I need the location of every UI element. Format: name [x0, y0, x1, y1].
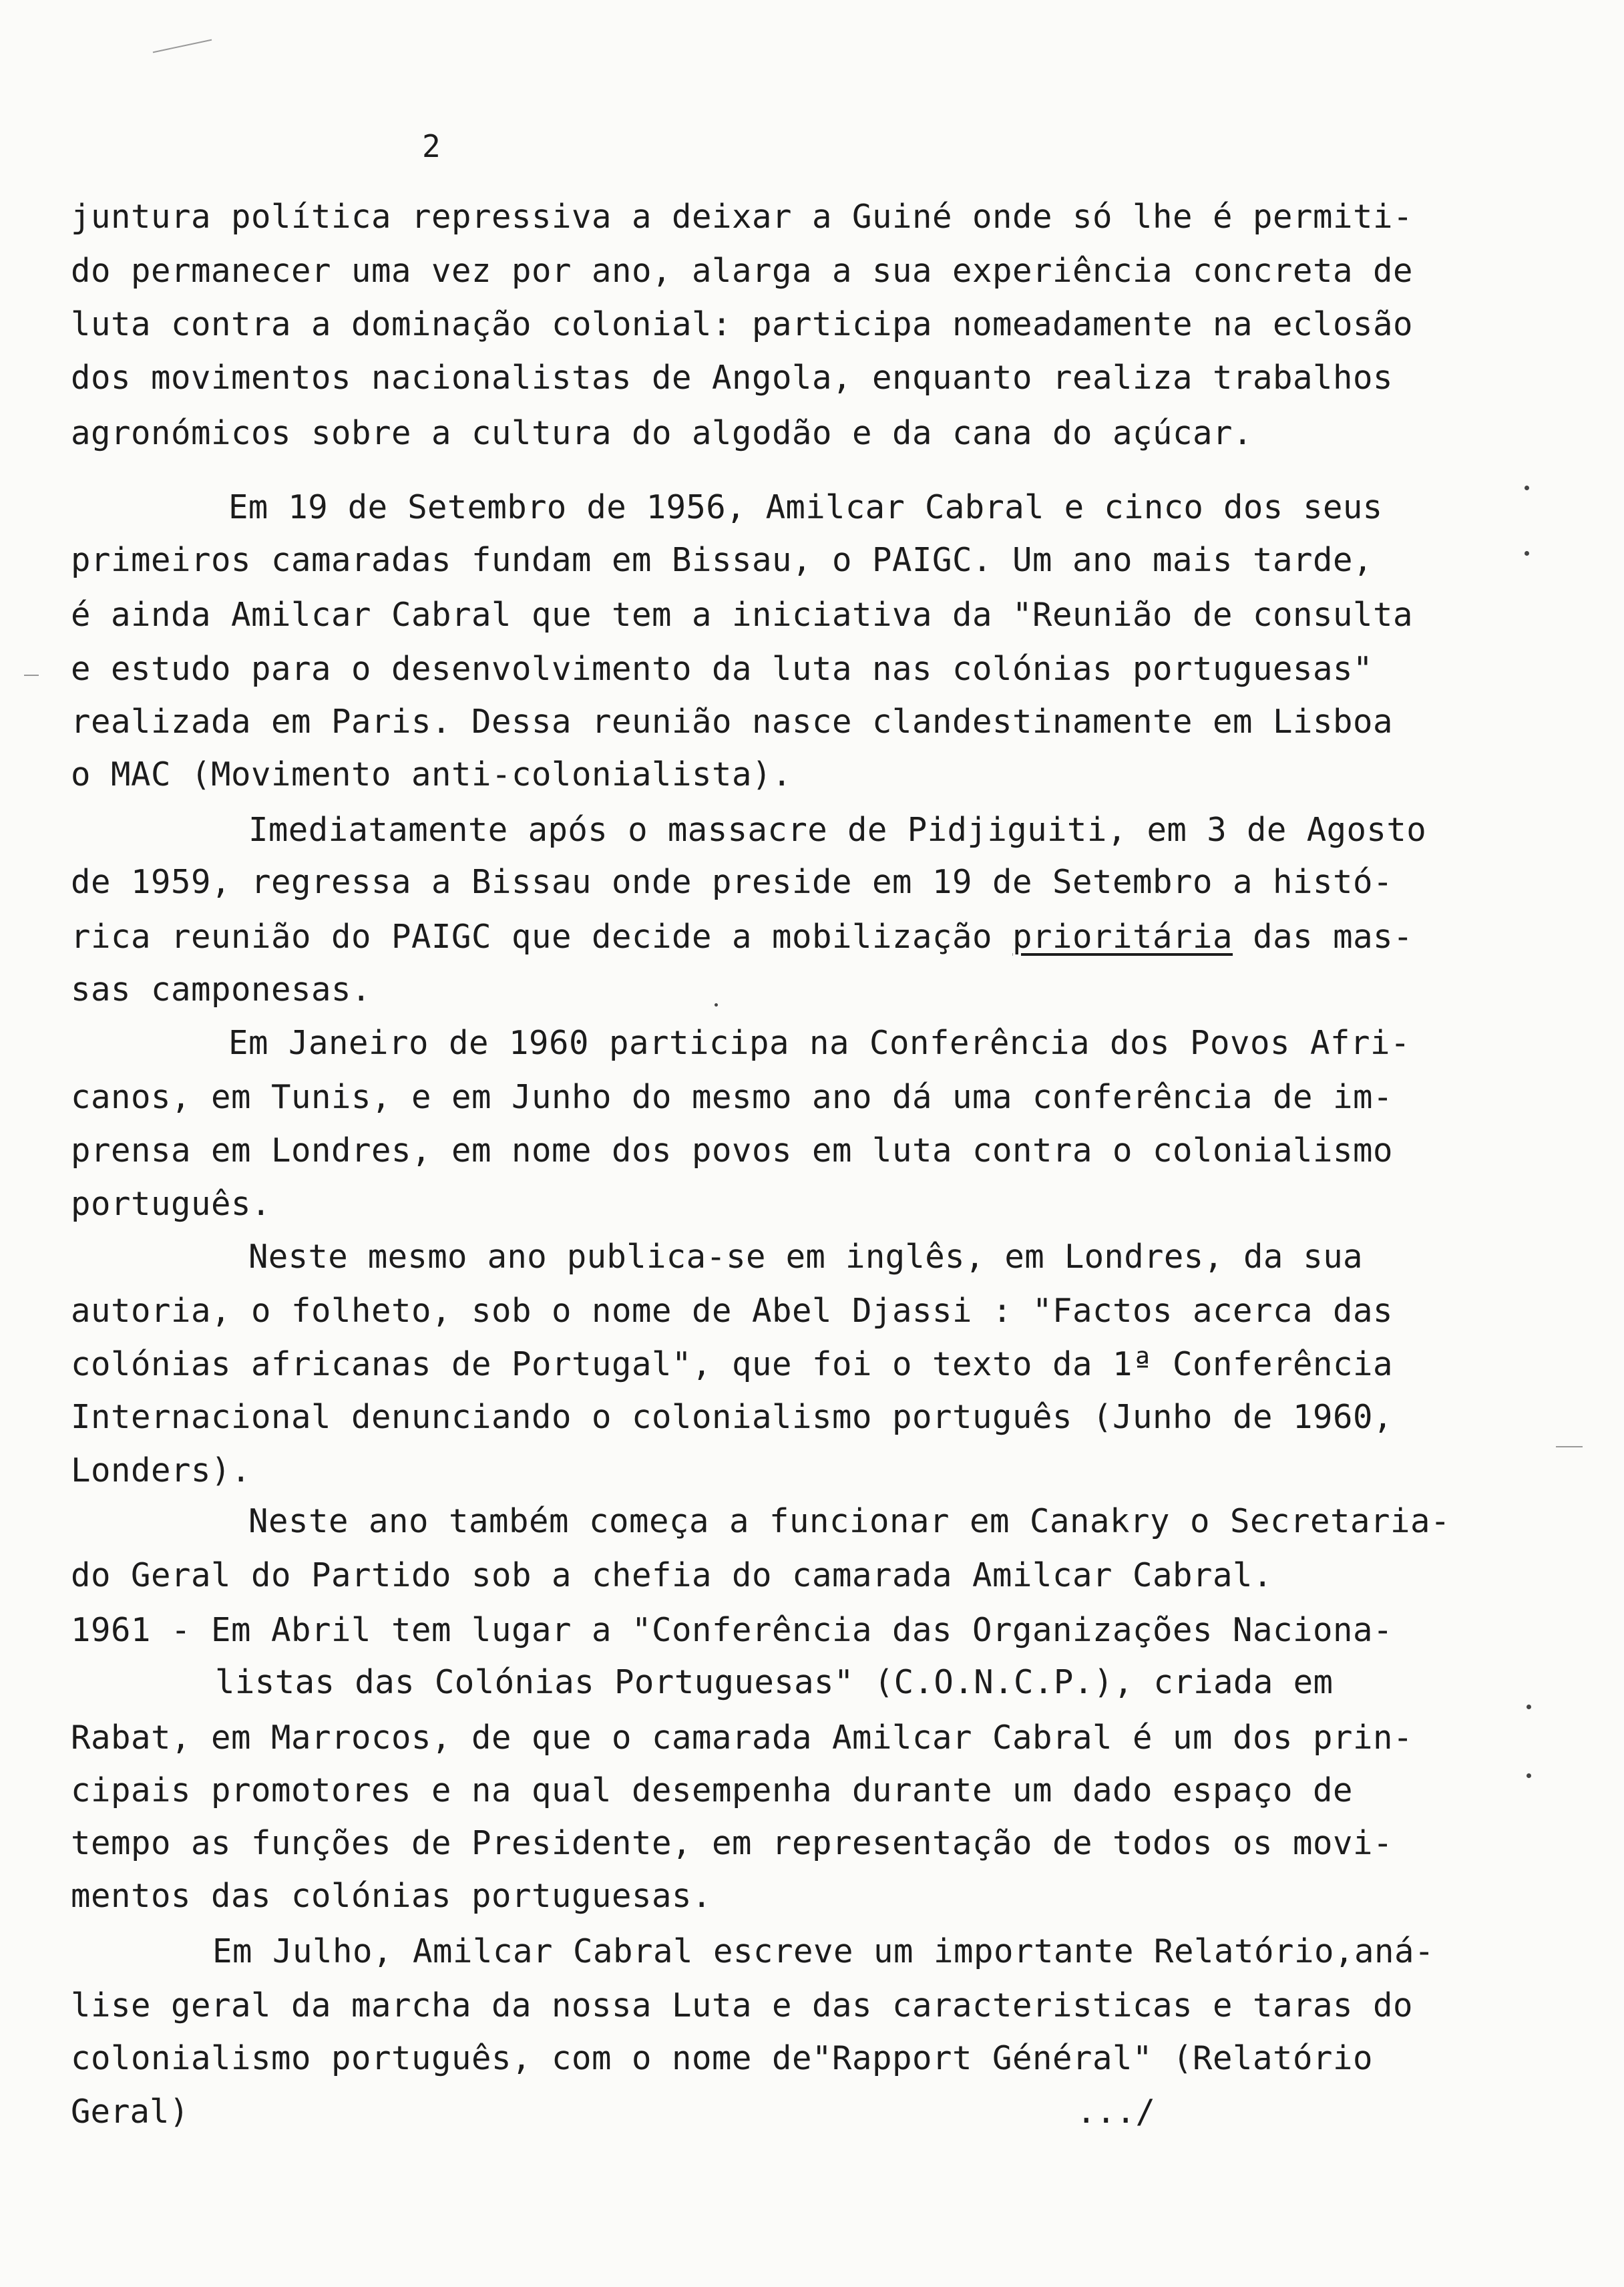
text-line: português. [71, 1185, 272, 1223]
text-line: luta contra a dominação colonial: participa nomeadamente na eclosão [71, 305, 1414, 343]
text-line: lise geral da marcha da nossa Luta e das caracteristicas e taras do [71, 1986, 1414, 2025]
text-line: de 1959, regressa a Bissau onde preside em 19 de Setembro a histó- [71, 863, 1394, 901]
text-line: Geral) [71, 2093, 190, 2131]
text-line: Imediatamente após o massacre de Pidjiguiti, em 3 de Agosto [248, 811, 1427, 849]
text-line: cipais promotores e na qual desempenha durante um dado espaço de [71, 1771, 1354, 1809]
text-line: Internacional denunciando o colonialismo português (Junho de 1960, [71, 1398, 1394, 1436]
text-line: sas camponesas. [71, 971, 372, 1009]
text-line: Londers). [71, 1451, 252, 1489]
text-line: tempo as funções de Presidente, em representação de todos os movi- [71, 1824, 1394, 1862]
text-line: e estudo para o desenvolvimento da luta nas colónias portuguesas" [71, 650, 1374, 688]
text-line: colonialismo português, com o nome de"Rapport Général" (Relatório [71, 2039, 1374, 2077]
continuation-mark: .../ [1076, 2093, 1156, 2131]
scan-speck [1527, 1705, 1531, 1709]
text-line: canos, em Tunis, e em Junho do mesmo ano dá uma conferência de im- [71, 1078, 1394, 1116]
text-line: prensa em Londres, em nome dos povos em luta contra o colonialismo [71, 1131, 1394, 1170]
text-segment: das mas- [1253, 918, 1414, 956]
text-line [71, 918, 1414, 956]
text-line: do Geral do Partido sob a chefia do camarada Amilcar Cabral. [71, 1556, 1273, 1594]
text-line: 1961 - Em Abril tem lugar a "Conferência das Organizações Naciona- [71, 1611, 1394, 1649]
text-line: realizada em Paris. Dessa reunião nasce clandestinamente em Lisboa [71, 703, 1394, 741]
scan-speck [1527, 1773, 1531, 1778]
text-line: juntura política repressiva a deixar a Guiné onde só lhe é permiti- [71, 198, 1414, 236]
text-line: listas das Colónias Portuguesas" (C.O.N.C.P.), criada em [215, 1663, 1334, 1701]
scan-mark [24, 675, 39, 676]
text-line: Em 19 de Setembro de 1956, Amilcar Cabral e cinco dos seus [228, 488, 1383, 526]
text-line: Em Julho, Amilcar Cabral escreve um importante Relatório,aná- [212, 1932, 1435, 1970]
text-line: Neste mesmo ano publica-se em inglês, em Londres, da sua [248, 1238, 1363, 1276]
text-line: agronómicos sobre a cultura do algodão e da cana do açúcar. [71, 414, 1253, 452]
text-line: é ainda Amilcar Cabral que tem a iniciativa da "Reunião de consulta [71, 596, 1414, 634]
text-line: o MAC (Movimento anti-colonialista). [71, 755, 793, 794]
scan-mark [1556, 1446, 1583, 1447]
scan-speck [1525, 551, 1529, 556]
text-line: autoria, o folheto, sob o nome de Abel Djassi : "Factos acerca das [71, 1292, 1394, 1330]
text-line: primeiros camaradas fundam em Bissau, o PAIGC. Um ano mais tarde, [71, 541, 1374, 579]
text-line: colónias africanas de Portugal", que foi o texto da 1ª Conferência [71, 1345, 1394, 1383]
scan-speck [715, 1003, 718, 1007]
underlined-word: prioritária [1012, 918, 1233, 956]
text-line: Em Janeiro de 1960 participa na Conferência dos Povos Afri- [228, 1024, 1411, 1062]
text-line: Neste ano também começa a funcionar em Canakry o Secretaria- [248, 1502, 1451, 1540]
scan-speck [1525, 486, 1529, 490]
page-number: 2 [422, 128, 441, 164]
text-segment: rica reunião do PAIGC que decide a mobilização [71, 918, 993, 956]
scan-mark [153, 39, 212, 53]
text-line: dos movimentos nacionalistas de Angola, enquanto realiza trabalhos [71, 359, 1394, 397]
text-line: mentos das colónias portuguesas. [71, 1877, 713, 1915]
text-line: do permanecer uma vez por ano, alarga a sua experiência concreta de [71, 252, 1414, 290]
text-line: Rabat, em Marrocos, de que o camarada Amilcar Cabral é um dos prin- [71, 1719, 1414, 1757]
